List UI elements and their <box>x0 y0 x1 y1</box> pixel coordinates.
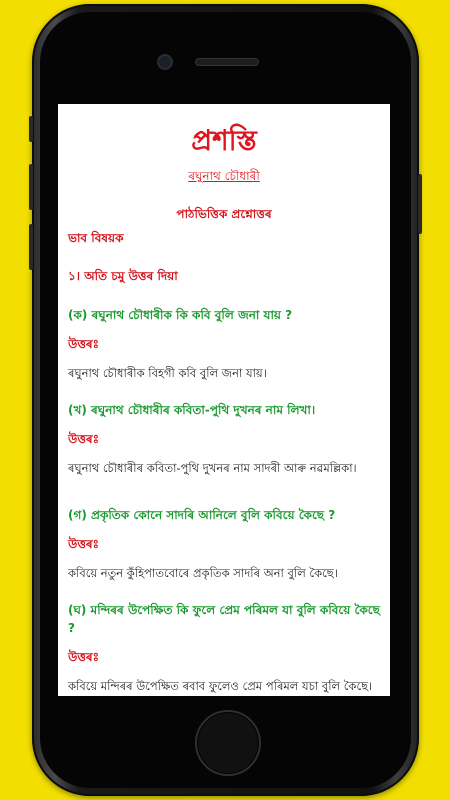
section-title: পাঠভিত্তিক প্ৰশ্নোত্তৰ <box>176 207 272 221</box>
content-body <box>58 230 390 696</box>
qa-item <box>68 601 380 696</box>
volume-up-button <box>29 164 33 210</box>
author-name: ৰঘুনাথ চৌধাৰী <box>188 169 260 183</box>
question-text: (ঘ) মন্দিৰৰ উপেক্ষিত কি ফুলে প্ৰেম পৰিমল যা বুলি কবিয়ে কৈছে ? <box>68 603 380 635</box>
question-text: (গ) প্ৰকৃতিক কোনে সাদৰি আনিলে বুলি কবিয়ে কৈছে ? <box>68 508 336 522</box>
qa-item <box>68 401 380 478</box>
question-text: (খ) ৰঘুনাথ চৌধাৰীৰ কবিতা-পুথি দুখনৰ নাম লিখা। <box>68 403 316 417</box>
answer-label: উত্তৰঃ <box>68 337 100 351</box>
subheading: ভাব বিষয়ক <box>68 231 124 245</box>
answer-label: উত্তৰঃ <box>68 432 100 446</box>
question-text: (ক) ৰঘুনাথ চৌধাৰীক কি কবি বুলি জনা যায় ? <box>68 308 293 322</box>
volume-down-button <box>29 224 33 270</box>
earpiece-speaker <box>195 58 259 66</box>
home-button[interactable] <box>195 710 261 776</box>
answer-text: কবিয়ে মন্দিৰৰ উপেক্ষিত ৰবাব ফুলেও প্ৰেম পৰিমল যচা বুলি কৈছে। <box>68 679 373 693</box>
answer-text: কবিয়ে নতুন কুঁহিপাতবোৰে প্ৰকৃতিক সাদৰি অনা বুলি কৈছে। <box>68 566 338 580</box>
app-screen[interactable] <box>58 104 390 696</box>
power-button <box>418 174 422 234</box>
qa-item <box>68 506 380 583</box>
silent-switch <box>29 116 33 142</box>
answer-label: উত্তৰঃ <box>68 650 100 664</box>
instruction-heading: ১। অতি চমু উত্তৰ দিয়া <box>68 269 178 283</box>
page-title: প্ৰশস্তি <box>191 124 257 157</box>
answer-label: উত্তৰঃ <box>68 537 100 551</box>
answer-text: ৰঘুনাথ চৌধাৰীৰ কবিতা-পুথি দুখনৰ নাম সাদৰী আৰু নৱমল্লিকা। <box>68 461 357 475</box>
qa-item <box>68 306 380 383</box>
front-camera <box>157 54 173 70</box>
answer-text: ৰঘুনাথ চৌধাৰীক বিহগী কবি বুলি জনা যায়। <box>68 366 267 380</box>
